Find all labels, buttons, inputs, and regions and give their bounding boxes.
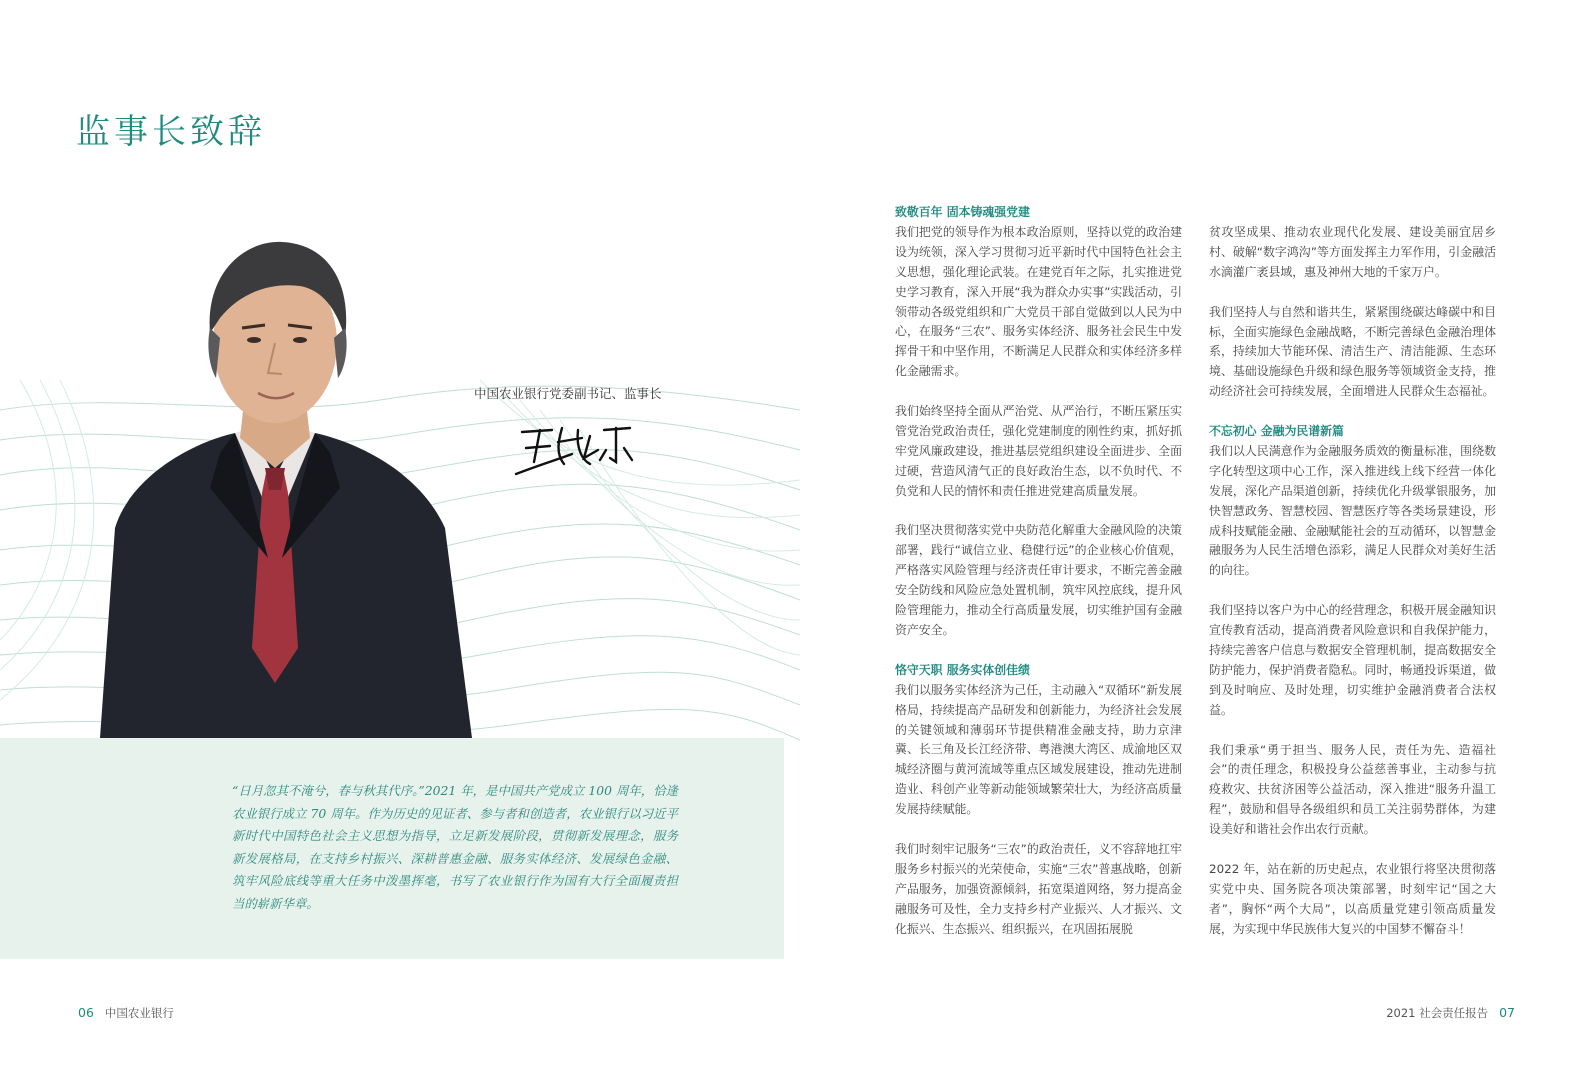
- paragraph: 我们坚决贯彻落实党中央防范化解重大金融风险的决策部署，践行“诚信立业、稳健行远”的企业核心价值观，严格落实风险管理与经济责任审计要求，不断完善金融安全防线和风险应急处置机制，筑牢风控底线，提升风险管理能力，推动全行高质量发展，切实维护国有金融资产安全。: [895, 523, 1182, 637]
- section-heading: 恪守天职 服务实体创佳绩: [895, 662, 1030, 677]
- paragraph: 我们始终坚持全面从严治党、从严治行，不断压紧压实管党治党政治责任，强化党建制度的刚性约束，抓好抓牢党风廉政建设，推进基层党组织建设全面进步、全面过硬，营造风清气正的良好政治生态，以不负时代、不负党和人民的情怀和责任推进党建高质量发展。: [895, 404, 1182, 498]
- portrait-caption: 中国农业银行党委副书记、监事长: [474, 386, 662, 401]
- handwritten-signature: [512, 418, 642, 482]
- paragraph: 我们时刻牢记服务“三农”的政治责任，义不容辞地扛牢服务乡村振兴的光荣使命，实施“三农”普惠战略，创新产品服务，加强资源倾斜，拓宽渠道网络，努力提高金融服务可及性，全力支持乡村产业振兴、人才振兴、文化振兴、生态振兴、组织振兴，在巩固拓展脱: [895, 841, 1182, 936]
- page-title: 监事长致辞: [76, 112, 266, 152]
- paragraph: 我们坚持以客户为中心的经营理念，积极开展金融知识宣传教育活动，提高消费者风险意识和自我保护能力，持续完善客户信息与数据安全管理机制，提高数据安全防护能力，保护消费者隐私。同时，畅通投诉渠道，做到及时响应、及时处理，切实维护金融消费者合法权益。: [1209, 603, 1496, 717]
- paragraph: 2022 年，站在新的历史起点，农业银行将坚决贯彻落实党中央、国务院各项决策部署，时刻牢记“国之大者”，胸怀“两个大局”，以高质量党建引领高质量发展，为实现中华民族伟大复兴的中国梦不懈奋斗！: [1209, 861, 1496, 936]
- paragraph: 我们秉承“勇于担当、服务人民，责任为先、造福社会”的责任理念，积极投身公益慈善事业，主动参与抗疫救灾、扶贫济困等公益活动，深入推进“服务升温工程”，鼓励和倡导各级组织和员工关注弱势群体，为建设美好和谐社会作出农行贡献。: [1209, 742, 1496, 837]
- footer-org-name: 中国农业银行: [104, 1006, 174, 1020]
- section-heading: 不忘初心 金融为民谱新篇: [1209, 424, 1344, 439]
- page-number-right: 07: [1499, 1005, 1515, 1020]
- portrait-photo: [60, 228, 480, 738]
- paragraph: 我们以服务实体经济为己任，主动融入“双循环”新发展格局，持续提高产品研发和创新能力，为经济社会发展的关键领域和薄弱环节提供精准金融支持，助力京津冀、长三角及长江经济带、粤港澳大湾区、成渝地区双城经济圈与黄河流域等重点区域发展建设，推动先进制造业、科创产业等新动能领域繁荣壮大，为经济高质量发展持续赋能。: [895, 682, 1182, 817]
- text-column-1: [895, 203, 1182, 959]
- paragraph: 我们以人民满意作为金融服务质效的衡量标准，围绕数字化转型这项中心工作，深入推进线上线下经营一体化发展，深化产品渠道创新，持续优化升级掌银服务，加快智慧政务、智慧校园、智慧医疗等各类场景建设，形成科技赋能金融、金融赋能社会的互动循环，以智慧金融服务为人民生活增色添彩，满足人民群众对美好生活的向往。: [1209, 443, 1496, 578]
- paragraph: 我们把党的领导作为根本政治原则，坚持以党的政治建设为统领，深入学习贯彻习近平新时代中国特色社会主义思想，强化理论武装。在建党百年之际，扎实推进党史学习教育，深入开展“我为群众办实事”实践活动，引领带动各级党组织和广大党员干部自觉做到以人民为中心，在服务“三农”、服务实体经济、服务社会民生中发挥骨干和中坚作用，不断满足人民群众和实体经济多样化金融需求。: [895, 224, 1182, 379]
- paragraph: 我们坚持人与自然和谐共生，紧紧围绕碳达峰碳中和目标，全面实施绿色金融战略，不断完善绿色金融治理体系，持续加大节能环保、清洁生产、清洁能源、生态环境、基础设施绿色升级和绿色服务等领域资金支持，推动经济社会可持续发展，全面增进人民群众生态福祉。: [1209, 304, 1496, 399]
- paragraph: 贫攻坚成果、推动农业现代化发展、建设美丽宜居乡村、破解“数字鸿沟”等方面发挥主力军作用，引金融活水滴灌广袤县域，惠及神州大地的千家万户。: [1209, 225, 1496, 279]
- footer-right: [1386, 1005, 1515, 1021]
- footer-left: [78, 1005, 174, 1021]
- section-heading: 致敬百年 固本铸魂强党建: [895, 205, 1030, 219]
- text-column-2: [1209, 223, 1496, 959]
- page-number-left: 06: [78, 1005, 94, 1020]
- footer-report-name: 2021 社会责任报告: [1386, 1006, 1489, 1020]
- opening-quote: “日月忽其不淹兮，春与秋其代序。”2021 年，是中国共产党成立 100 周年，恰逢农业银行成立 70 周年。作为历史的见证者、参与者和创造者，农业银行以习近平新时代中国特色社会主义思想为指导，立足新发展阶段，贯彻新发展理念，服务新发展格局，在支持乡村振兴、深耕普惠金融、服务实体经济、发展绿色金融、筑牢风险底线等重大任务中泼墨挥毫，书写了农业银行作为国有大行全面履责担当的崭新华章。: [232, 783, 678, 911]
